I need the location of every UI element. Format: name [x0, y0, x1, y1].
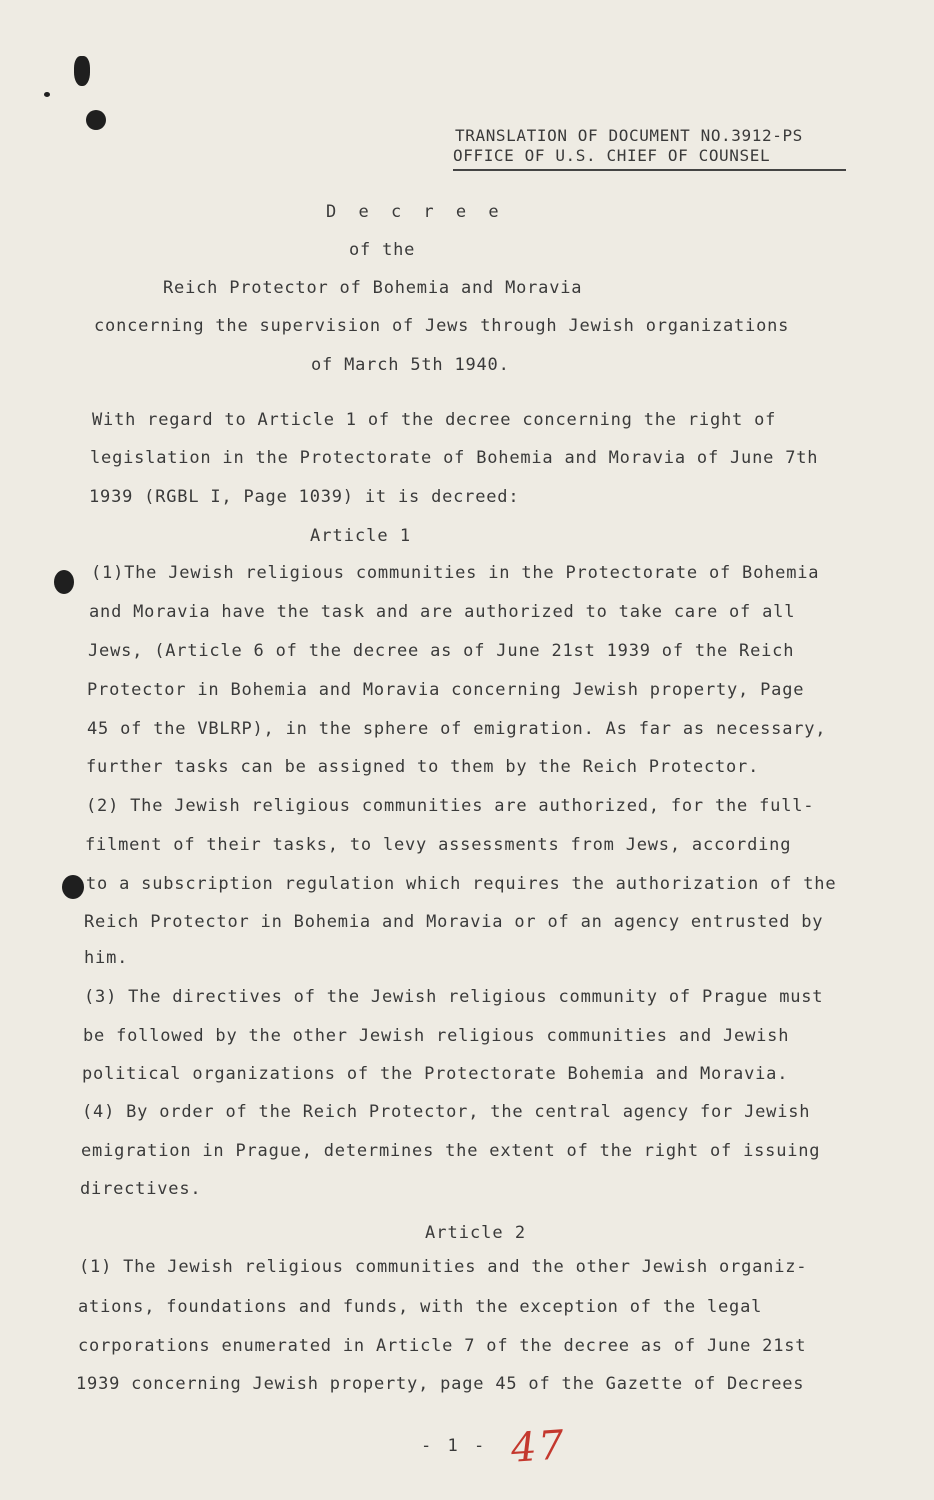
article1-line: (3) The directives of the Jewish religious community of Prague must	[84, 987, 824, 1007]
title-of-the: of the	[349, 240, 416, 260]
article1-line: and Moravia have the task and are authorized to take care of all	[89, 602, 796, 622]
preamble-line: legislation in the Protectorate of Bohemia and Moravia of June 7th	[90, 448, 819, 468]
title-line3: of March 5th 1940.	[311, 355, 510, 375]
article1-line: filment of their tasks, to levy assessments from Jews, according	[85, 835, 792, 855]
article1-line: (1)The Jewish religious communities in the Protectorate of Bohemia	[91, 563, 820, 583]
punch-hole-mark	[54, 570, 74, 594]
article1-line: to a subscription regulation which requires the authorization of the	[86, 874, 837, 894]
article1-heading: Article 1	[310, 526, 412, 546]
article2-line: corporations enumerated in Article 7 of the decree as of June 21st	[78, 1336, 807, 1356]
article1-line: Protector in Bohemia and Moravia concerning Jewish property, Page	[87, 680, 805, 700]
preamble-line: 1939 (RGBL I, Page 1039) it is decreed:	[89, 487, 520, 507]
punch-hole-mark	[62, 875, 84, 899]
article1-line: (2) The Jewish religious communities are authorized, for the full-	[86, 796, 815, 816]
decree-title: D e c r e e	[326, 202, 505, 222]
page-number: - 1 -	[421, 1436, 488, 1456]
article1-line: political organizations of the Protectorate Bohemia and Moravia.	[82, 1064, 789, 1084]
preamble-line: With regard to Article 1 of the decree concerning the right of	[92, 410, 777, 430]
document-header-line2: OFFICE OF U.S. CHIEF OF COUNSEL	[453, 146, 771, 165]
article1-line: further tasks can be assigned to them by the Reich Protector.	[86, 757, 760, 777]
article1-line: (4) By order of the Reich Protector, the central agency for Jewish	[82, 1102, 811, 1122]
article2-heading: Article 2	[425, 1223, 527, 1243]
article1-line: directives.	[80, 1179, 202, 1199]
title-line1: Reich Protector of Bohemia and Moravia	[163, 278, 583, 298]
handwritten-page-number: 47	[509, 1422, 568, 1472]
article2-line: 1939 concerning Jewish property, page 45 of the Gazette of Decrees	[76, 1374, 805, 1394]
article1-line: him.	[84, 948, 129, 968]
article1-line: Reich Protector in Bohemia and Moravia or of an agency entrusted by	[84, 912, 824, 932]
article1-line: Jews, (Article 6 of the decree as of June 21st 1939 of the Reich	[88, 641, 795, 661]
title-line2: concerning the supervision of Jews through Jewish organizations	[94, 316, 790, 336]
article1-line: 45 of the VBLRP), in the sphere of emigration. As far as necessary,	[87, 719, 827, 739]
punch-hole-mark	[86, 110, 106, 130]
article2-line: (1) The Jewish religious communities and the other Jewish organiz-	[79, 1257, 808, 1277]
punch-hole-mark	[74, 56, 90, 86]
header-underline	[453, 169, 846, 171]
punch-hole-mark	[44, 92, 50, 97]
document-header-line1: TRANSLATION OF DOCUMENT NO.3912-PS	[455, 126, 803, 145]
article1-line: be followed by the other Jewish religious communities and Jewish	[83, 1026, 790, 1046]
article2-line: ations, foundations and funds, with the exception of the legal	[78, 1297, 763, 1317]
article1-line: emigration in Prague, determines the extent of the right of issuing	[81, 1141, 821, 1161]
